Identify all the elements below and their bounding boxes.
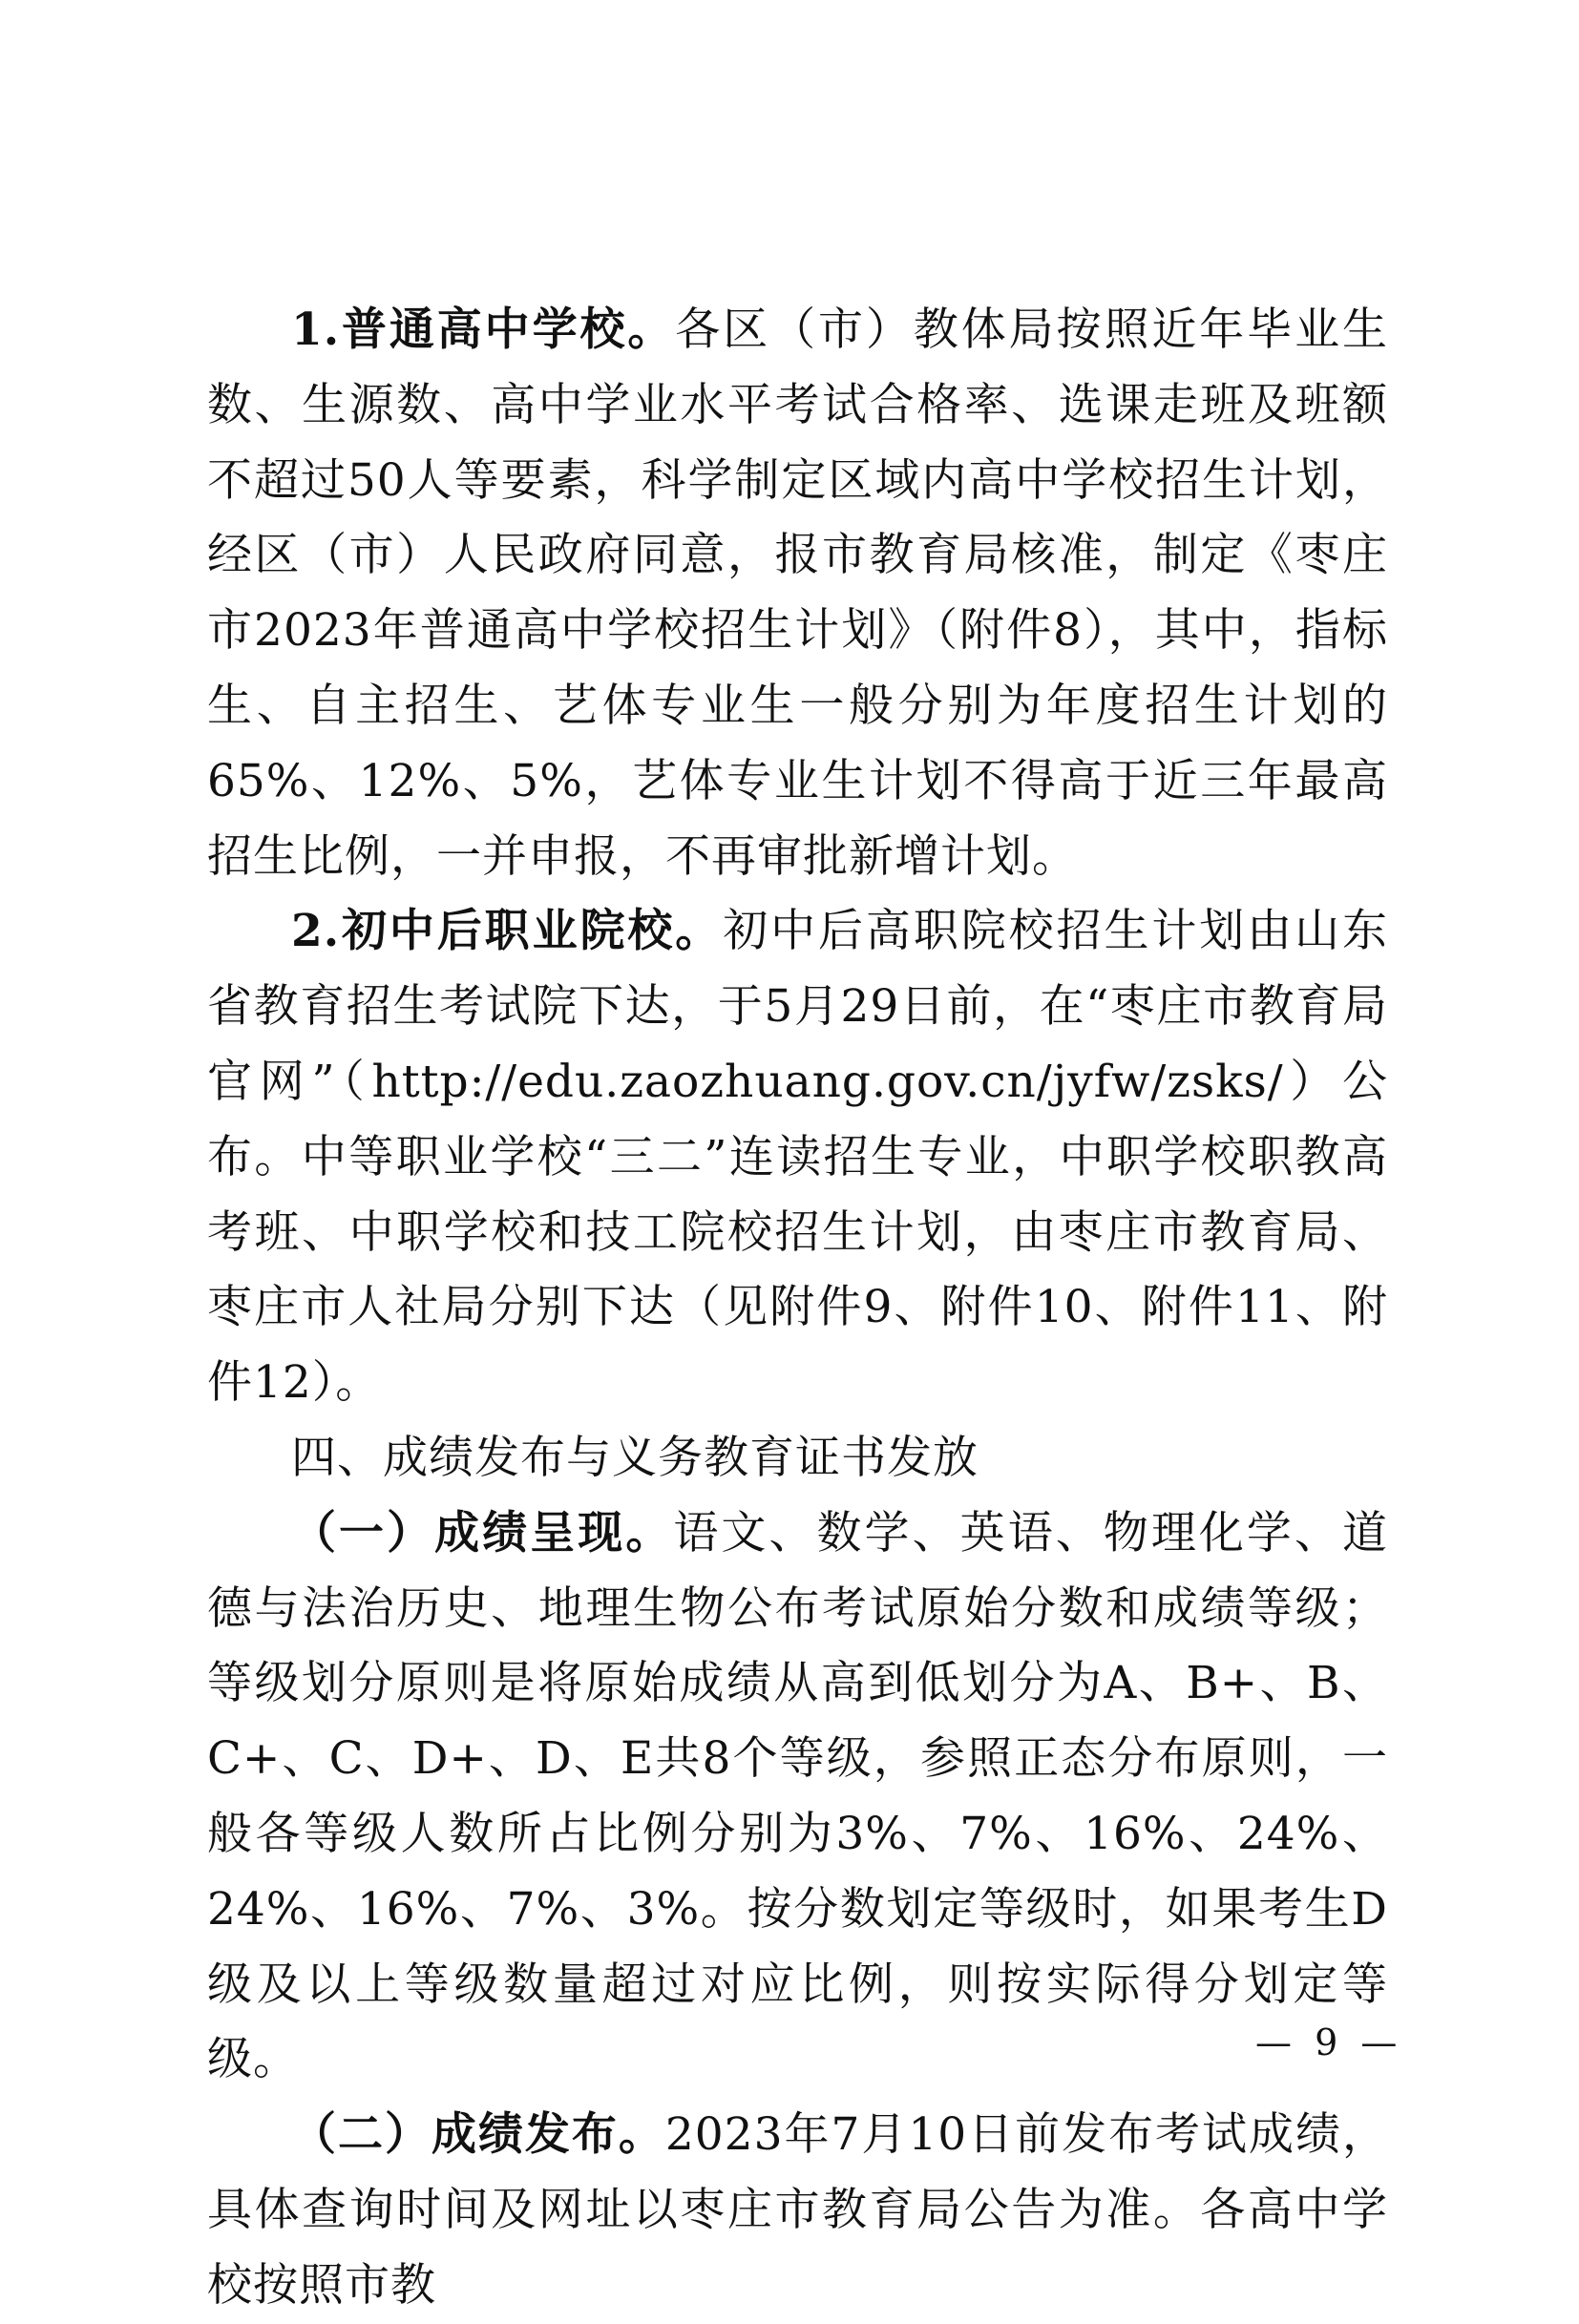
subsection-score-release (207, 2098, 1388, 2323)
document-body (207, 293, 1388, 2324)
subsection-lead: （二）成绩发布。 (291, 2108, 665, 2162)
paragraph-lead: 2.初中后职业院校。 (291, 905, 724, 958)
page-number: — 9 — (1255, 2021, 1403, 2063)
subsection-lead: （一）成绩呈现。 (291, 1506, 674, 1560)
paragraph-lead: 1.普通高中学校。 (291, 304, 676, 356)
subsection-text: 2023年7月10日前发布考试成绩，具体查询时间及网址以枣庄市教育局公告为准。各高中学校按照市教 (207, 2108, 1388, 2312)
paragraph-general-high-school (207, 293, 1388, 894)
subsection-text: 语文、数学、英语、物理化学、道德与法治历史、地理生物公布考试原始分数和成绩等级；等级划分原则是将原始成绩从高到低划分为A、B+、B、C+、C、D+、D、E共8个等级，参照正态分布原则，一般各等级人数所占比例分别为3%、7%、16%、24%、24%、16%、7%、3%。按分数划定等级时，如果考生D级及以上等级数量超过对应比例，则按实际得分划定等级。 (207, 1506, 1389, 2086)
paragraph-vocational-college (207, 894, 1388, 1421)
subsection-score-presentation (207, 1497, 1388, 2098)
paragraph-text: 初中后高职院校招生计划由山东省教育招生考试院下达，于5月29日前，在“枣庄市教育局官网”（http://edu.zaozhuang.gov.cn/jyfw/zsks/）公布。中等职业学校“三二”连读招生专业，中职学校职教高考班、中职学校和技工院校招生计划，由枣庄市教育局、枣庄市人社局分别下达（见附件9、附件10、附件11、附件12）。 (207, 905, 1388, 1410)
paragraph-text: 各区（市）教体局按照近年毕业生数、生源数、高中学业水平考试合格率、选课走班及班额不超过50人等要素，科学制定区域内高中学校招生计划，经区（市）人民政府同意，报市教育局核准，制定《枣庄市2023年普通高中学校招生计划》（附件8），其中，指标生、自主招生、艺体专业生一般分别为年度招生计划的65%、12%、5%，艺体专业生计划不得高于近三年最高招生比例，一并申报，不再审批新增计划。 (207, 304, 1388, 883)
section-heading: 四、成绩发布与义务教育证书发放 (291, 1431, 979, 1484)
